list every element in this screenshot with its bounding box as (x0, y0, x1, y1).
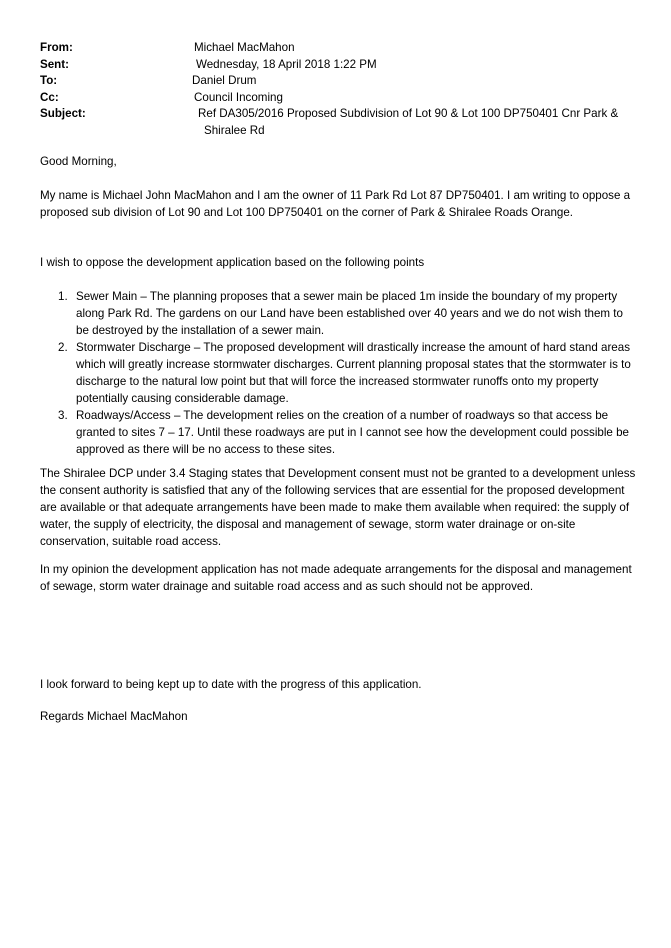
objection-point (40, 288, 638, 339)
objection-point (40, 407, 638, 458)
objection-point (40, 339, 638, 407)
subject-value (198, 106, 638, 139)
opinion-paragraph: In my opinion the development application has not made adequate arrangements for the disposal and management of sewage, storm water drainage and suitable road access and as such should not be approved. (40, 563, 632, 593)
point-number: 2. (58, 341, 68, 354)
point-text: Stormwater Discharge – The proposed development will drastically increase the amount of hard stand areas which will greatly increase stormwater discharges. Current planning proposal states that the stormwater is to discharge to the natural low point but that will force the increased stormwater runoffs onto my property potentially causing considerable damage. (76, 341, 631, 405)
closing-line: I look forward to being kept up to date with the progress of this application. (40, 678, 422, 691)
point-text: Sewer Main – The planning proposes that a sewer main be placed 1m inside the boundary of my property along Park Rd. The gardens on our Land have been established over 40 years and we do not wish them to be destroyed by the installation of a sewer main. (76, 290, 623, 337)
subject-line-2: Shiralee Rd (204, 123, 265, 137)
cc-label: Cc: (40, 91, 59, 104)
subject-label: Subject: (40, 107, 86, 120)
signoff: Regards Michael MacMahon (40, 710, 188, 723)
from-label: From: (40, 41, 73, 54)
dcp-paragraph: The Shiralee DCP under 3.4 Staging states that Development consent must not be granted to a development unless the consent authority is satisfied that any of the following services that are essential for the proposed development are available or that adequate arrangements have been made to make them available when required: the supply of water, the supply of electricity, the disposal and management of sewage, storm water drainage or on-site conservation, suitable road access. (40, 467, 636, 548)
greeting: Good Morning, (40, 155, 117, 168)
points-intro: I wish to oppose the development application based on the following points (40, 256, 425, 269)
to-label: To: (40, 74, 58, 87)
objection-points-list (40, 288, 638, 458)
point-number: 1. (58, 290, 68, 303)
point-number: 3. (58, 409, 68, 422)
to-value: Daniel Drum (192, 74, 257, 87)
sent-label: Sent: (40, 58, 69, 71)
sent-value: Wednesday, 18 April 2018 1:22 PM (196, 58, 377, 71)
cc-value: Council Incoming (194, 91, 283, 104)
subject-line-1: Ref DA305/2016 Proposed Subdivision of Lot 90 & Lot 100 DP750401 Cnr Park & (198, 107, 619, 120)
from-value: Michael MacMahon (194, 41, 295, 54)
intro-paragraph: My name is Michael John MacMahon and I am the owner of 11 Park Rd Lot 87 DP750401. I am writing to oppose a proposed sub division of Lot 90 and Lot 100 DP750401 on the corner of Park & Shiralee Roads Orange. (40, 189, 631, 219)
point-text: Roadways/Access – The development relies on the creation of a number of roadways so that access be granted to sites 7 – 17. Until these roadways are put in I cannot see how the development could possible be approved as there will be no access to these sites. (76, 409, 629, 456)
